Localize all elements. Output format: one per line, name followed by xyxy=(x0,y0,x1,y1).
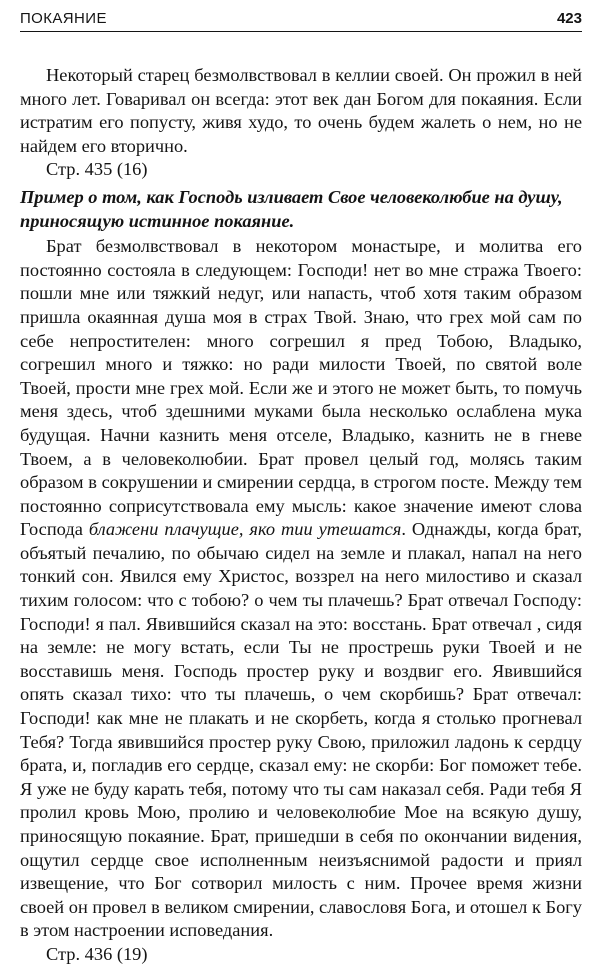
section-heading: Пример о том, как Господь изливает Свое человеколюбие на душу, приносящую истинное покаяние. xyxy=(20,186,563,231)
paragraph-elder: Некоторый старец безмолвствовал в келлии своей. Он прожил в ней много лет. Говаривал он всегда: этот век дан Богом для покаяния. Если истратим его попусту, живя худо, то очень будем жалеть о нем, но не найдем его вторично. xyxy=(20,65,582,156)
gospel-citation: блажени плачущие, яко тии утешатся xyxy=(88,519,402,540)
paragraph-brother-part2: . Однажды, когда брат, объятый печалию, по обычаю сидел на земле и плакал, напал на него тонкий сон. Явился ему Христос, воззрел на него милостиво и сказал тихим голосом: что с тобою? о чем ты плачешь? Брат отвечал Господу: Господи! я пал. Явившийся сказал на это: восстань. Брат отвечал , сидя на земле: не могу встать, если Ты не прострешь руки Твоей и не восставишь меня. Господь простер руку и воздвиг его. Явившийся опять сказал тихо: что ты плачешь, о чем скорбишь? Брат отвечал: Господи! как мне не плакать и не скорбеть, когда я столько прогневал Тебя? Тогда явившийся простер руку Свою, приложил ладонь к сердцу брата, и, погладив его сердце, сказал ему: не скорби: Бог поможет тебе. Я уже не буду карать тебя, потому что ты сам наказал себя. Ради тебя Я пролил кровь Мою, пролию и человеколюбие Мое на всякую душу, приносящую покаяние. Брат, пришедши в себя по окончании видения, ощутил сердце свое исполненным неизъяснимой радости и приял извещение, что Бог сотворил милость с ним. Прочее время жизни своей он провел в великом смирении, славословя Бога, и отошел к Богу в этом настроении исповедания. xyxy=(20,519,582,941)
chapter-title: ПОКАЯНИЕ xyxy=(20,10,107,27)
page-body xyxy=(20,64,582,967)
paragraph-brother xyxy=(20,235,582,943)
source-reference-1: Стр. 435 (16) xyxy=(46,159,148,180)
running-header xyxy=(20,8,582,32)
page-number: 423 xyxy=(556,10,582,27)
header-rule xyxy=(20,31,582,32)
source-reference-2: Стр. 436 (19) xyxy=(46,943,148,964)
paragraph-brother-part1: Брат безмолвствовал в некотором монастыре, и молитва его постоянно состояла в следующем: Господи! нет во мне стража Твоего: пошли мне или тяжкий недуг, или напасть, чтоб хотя таким образом пришла окаянная душа моя в страх Твой. Знаю, что грех мой сам по себе непростителен: много согрешил я пред Тобою, Владыко, согрешил много и тяжко: но ради милости Твоей, по святой воле Твоей, прости мне грех мой. Если же и этого не может быть, то помучь меня здесь, чтоб здешними муками была несколько ослаблена мука будущая. Начни казнить меня отселе, Владыко, казнить не в гневе Твоем, а в человеколюбии. Брат провел целый год, молясь таким образом в сокрушении и смирении сердца, в строгом посте. Между тем постоянно соприсутствовала ему мысль: какое значение имеют слова Господа xyxy=(20,236,582,540)
